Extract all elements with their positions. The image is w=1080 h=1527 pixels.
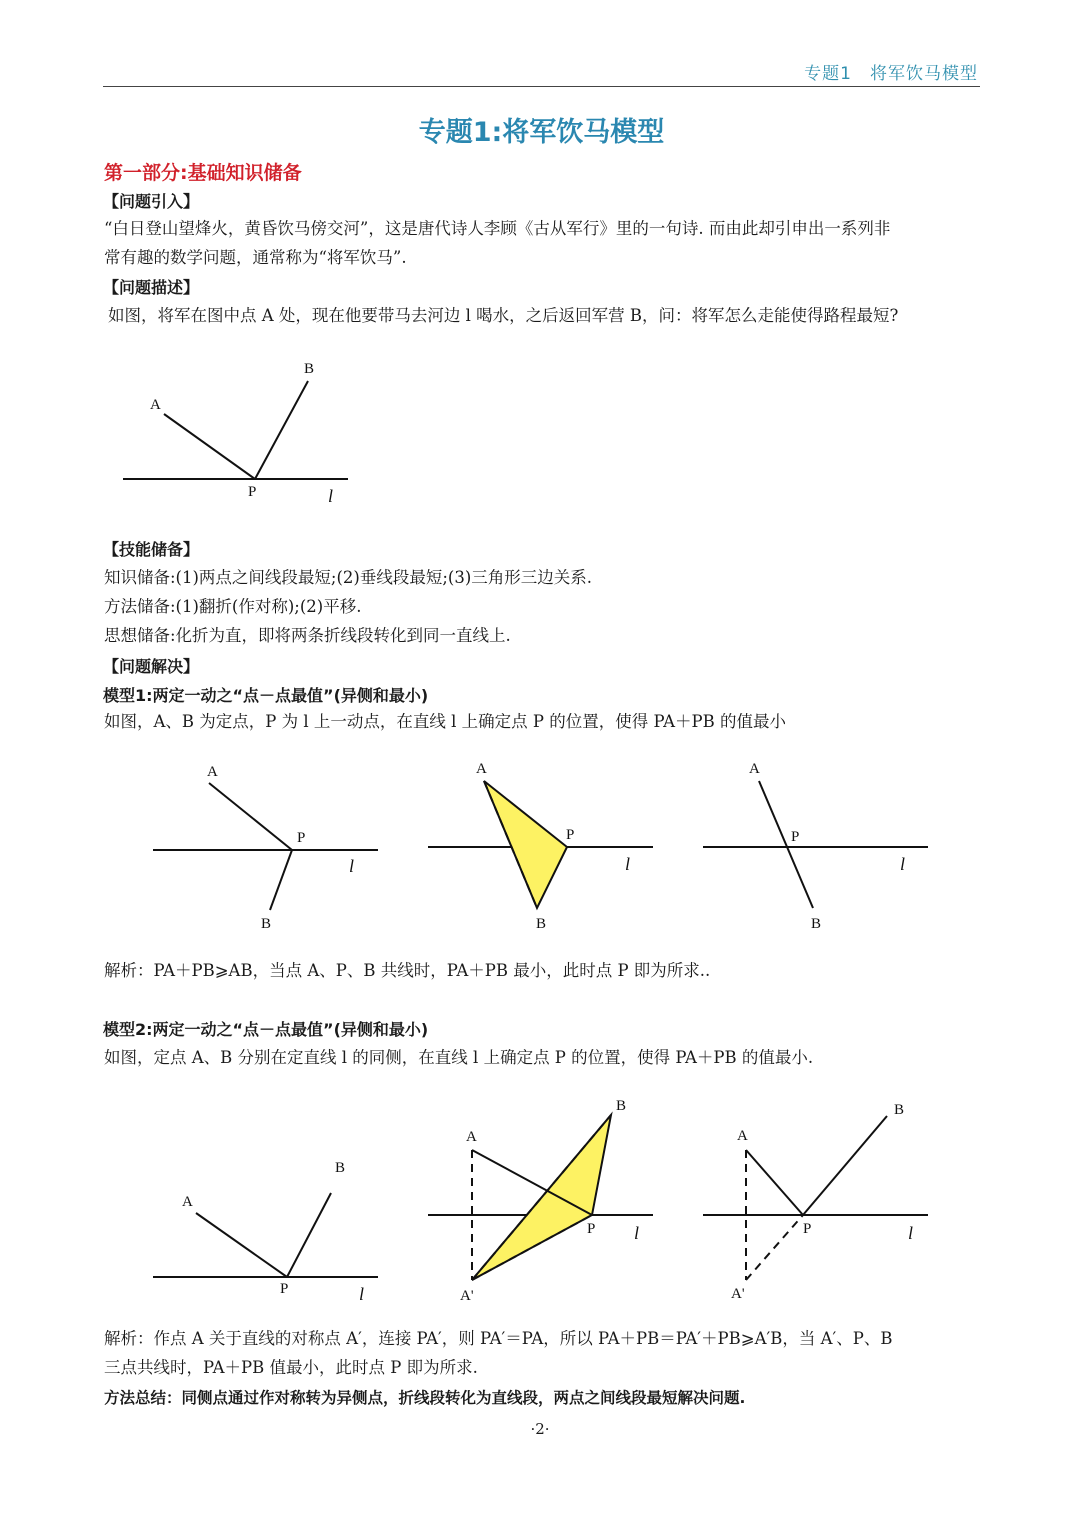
m2p1-label-a: A: [182, 1194, 193, 1210]
model2-analysis-line-1: 解析：作点 A 关于直线的对称点 A′，连接 PA′，则 PA′＝PA，所以 PA＋PB＝PA′＋PB⩾A′B，当 A′、P、B: [104, 1329, 893, 1348]
skills-knowledge: 知识储备:(1)两点之间线段最短;(2)垂线段最短;(3)三角形三边关系.: [104, 568, 593, 587]
model2-analysis-line-2: 三点共线时，PA＋PB 值最小，此时点 P 即为所求.: [104, 1358, 478, 1377]
intro-line-2: 常有趣的数学问题，通常称为“将军饮马”.: [104, 248, 407, 267]
m2p1-segment-pa: [196, 1213, 287, 1277]
section-title: 第一部分:基础知识储备: [104, 162, 302, 184]
intro-heading: 【问题引入】: [103, 192, 200, 211]
m1p1-label-l: l: [349, 856, 355, 876]
m2p3-segment-pb: [803, 1116, 887, 1215]
model2-heading: 模型2:两定一动之“点－点最值”(异侧和最小): [103, 1020, 429, 1039]
m2p1-label-b: B: [335, 1160, 346, 1176]
m2p2-label-a-prime: A': [460, 1288, 474, 1304]
page-title: 专题1:将军饮马模型: [418, 117, 665, 148]
m2p1-segment-pb: [287, 1193, 331, 1277]
intro-line-1: “白日登山望烽火，黄昏饮马傍交河”，这是唐代诗人李顾《古从军行》里的一句诗. 而由此却引申出一系列非: [104, 219, 891, 238]
m2p2-label-a: A: [466, 1129, 477, 1145]
m1p3-label-a: A: [749, 761, 760, 777]
intro-text: [104, 214, 980, 272]
m1p1-label-p: P: [297, 830, 306, 846]
m1p3-label-l: l: [900, 854, 906, 874]
m2p3-label-a: A: [737, 1128, 748, 1144]
m2p2-label-l: l: [634, 1223, 640, 1243]
m2p2-label-b: B: [616, 1098, 627, 1114]
page-number: ·2·: [530, 1420, 550, 1438]
m1p2-label-l: l: [625, 854, 631, 874]
model2-text: 如图，定点 A、B 分别在定直线 l 的同侧，在直线 l 上确定点 P 的位置，使得 PA＋PB 的值最小.: [104, 1048, 814, 1067]
m1p1-label-b: B: [261, 916, 272, 932]
figure-problem: [100, 350, 380, 520]
label-b: B: [304, 361, 315, 377]
skills-thought: 思想储备:化折为直，即将两条折线段转化到同一直线上.: [104, 626, 511, 645]
m1p3-segment-ab: [759, 781, 813, 908]
m1p3-label-b: B: [811, 916, 822, 932]
description-text: 如图，将军在图中点 A 处，现在他要带马去河边 l 喝水，之后返回军营 B，问：将军怎么走能使得路程最短?: [108, 306, 899, 325]
m2p1-label-p: P: [280, 1281, 289, 1297]
label-l: l: [328, 486, 334, 506]
m2p3-segment-a-prime-p: [746, 1215, 803, 1280]
m1p2-label-a: A: [476, 761, 487, 777]
m1p1-segment-pb: [270, 850, 292, 910]
skills-heading: 【技能储备】: [103, 540, 200, 559]
method-summary: 方法总结：同侧点通过作对称转为异侧点，折线段转化为直线段，两点之间线段最短解决问题.: [104, 1389, 746, 1407]
m1p3-label-p: P: [791, 829, 800, 845]
figure-model2: [140, 1090, 960, 1310]
m1p2-label-p: P: [566, 827, 575, 843]
m1p1-segment-pa: [209, 783, 292, 850]
segment-pa: [164, 414, 255, 479]
m2p3-label-b: B: [894, 1102, 905, 1118]
solve-heading: 【问题解决】: [103, 657, 200, 676]
m2p2-label-p: P: [587, 1221, 596, 1237]
model1-text: 如图，A、B 为定点，P 为 l 上一动点，在直线 l 上确定点 P 的位置，使得 PA＋PB 的值最小: [104, 712, 786, 731]
m1p2-label-b: B: [536, 916, 547, 932]
model2-analysis: [104, 1324, 980, 1382]
model1-heading: 模型1:两定一动之“点－点最值”(异侧和最小): [103, 686, 429, 705]
m2p3-label-p: P: [803, 1221, 812, 1237]
label-a: A: [150, 397, 161, 413]
segment-pb: [255, 381, 308, 479]
m1p2-triangle: [484, 781, 567, 908]
skills-list: [104, 563, 980, 650]
m1p1-label-a: A: [207, 764, 218, 780]
label-p: P: [248, 484, 257, 500]
m2p1-label-l: l: [359, 1284, 365, 1304]
m2p3-label-l: l: [908, 1223, 914, 1243]
skills-method: 方法储备:(1)翻折(作对称);(2)平移.: [104, 597, 362, 616]
model1-analysis: 解析：PA＋PB⩾AB，当点 A、P、B 共线时，PA＋PB 最小，此时点 P 即为所求..: [104, 961, 711, 980]
m2p3-label-a-prime: A': [731, 1286, 745, 1302]
header-rule: [103, 86, 980, 87]
running-header: 专题1 将军饮马模型: [804, 64, 978, 84]
m2p3-segment-pa: [746, 1150, 803, 1215]
figure-model1: [140, 750, 960, 940]
description-heading: 【问题描述】: [103, 278, 200, 297]
